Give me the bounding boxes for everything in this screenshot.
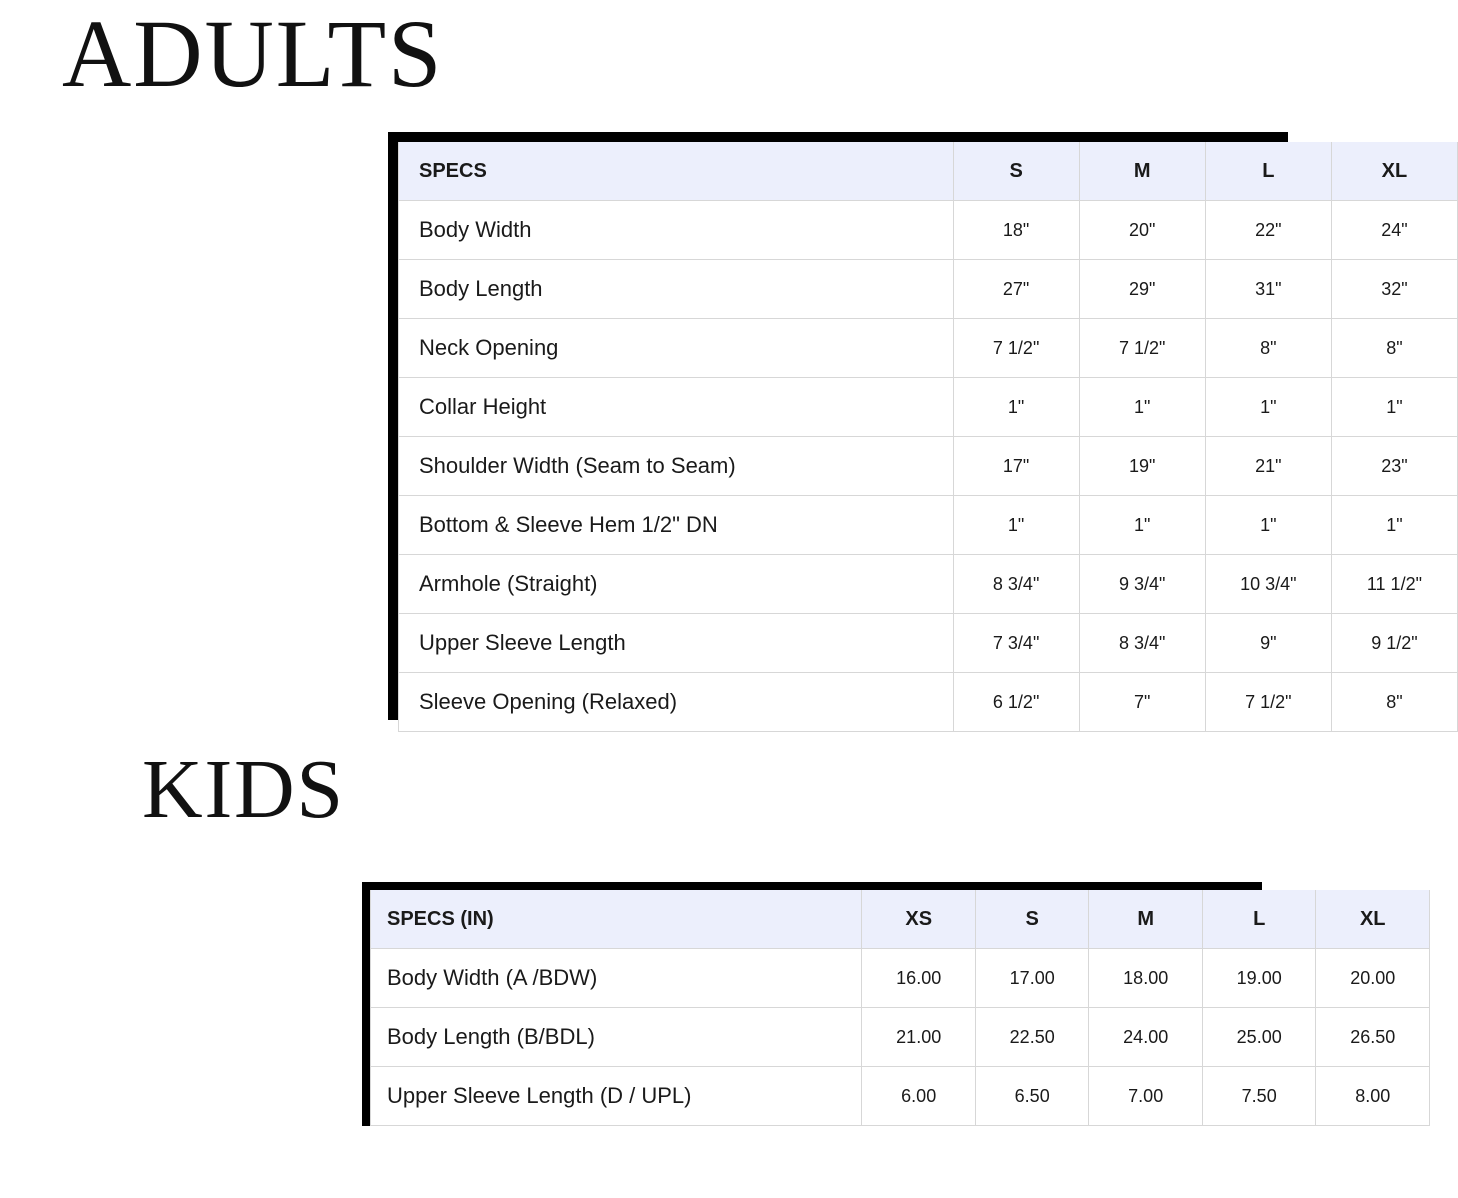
- spec-value: 1": [1079, 496, 1205, 555]
- spec-value: 29": [1079, 260, 1205, 319]
- column-header-size-m: M: [1079, 142, 1205, 201]
- table-row: [371, 949, 1430, 1008]
- kids-section-heading: KIDS: [142, 743, 345, 836]
- spec-label: Armhole (Straight): [399, 555, 954, 614]
- spec-value: 32": [1331, 260, 1457, 319]
- spec-value: 7 1/2": [1205, 673, 1331, 732]
- spec-value: 18": [953, 201, 1079, 260]
- spec-value: 1": [1331, 496, 1457, 555]
- spec-value: 23": [1331, 437, 1457, 496]
- spec-value: 7 3/4": [953, 614, 1079, 673]
- spec-value: 31": [1205, 260, 1331, 319]
- spec-value: 9": [1205, 614, 1331, 673]
- spec-value: 8": [1331, 673, 1457, 732]
- kids-size-chart-frame: [362, 882, 1396, 1126]
- column-header-size-xl: XL: [1331, 142, 1457, 201]
- column-header-size-m: M: [1089, 890, 1203, 949]
- table-row: [371, 1067, 1430, 1126]
- table-row: [399, 437, 1458, 496]
- adults-section-heading: ADULTS: [62, 0, 444, 107]
- kids-size-chart-table: [370, 890, 1430, 1126]
- spec-value: 6 1/2": [953, 673, 1079, 732]
- spec-value: 24.00: [1089, 1008, 1203, 1067]
- adults-size-chart-table: [398, 142, 1458, 732]
- spec-label: Body Width: [399, 201, 954, 260]
- column-header-size-s: S: [953, 142, 1079, 201]
- spec-label: Collar Height: [399, 378, 954, 437]
- spec-label: Upper Sleeve Length (D / UPL): [371, 1067, 862, 1126]
- spec-value: 25.00: [1202, 1008, 1316, 1067]
- spec-value: 1": [1205, 378, 1331, 437]
- spec-value: 20.00: [1316, 949, 1430, 1008]
- spec-value: 18.00: [1089, 949, 1203, 1008]
- table-row: [399, 496, 1458, 555]
- table-row: [399, 201, 1458, 260]
- spec-value: 7.00: [1089, 1067, 1203, 1126]
- spec-label: Shoulder Width (Seam to Seam): [399, 437, 954, 496]
- table-row: [399, 378, 1458, 437]
- spec-label: Body Length (B/BDL): [371, 1008, 862, 1067]
- spec-value: 7": [1079, 673, 1205, 732]
- spec-value: 19": [1079, 437, 1205, 496]
- spec-value: 9 1/2": [1331, 614, 1457, 673]
- table-row: [399, 614, 1458, 673]
- column-header-size-l: L: [1205, 142, 1331, 201]
- spec-value: 8": [1205, 319, 1331, 378]
- spec-value: 1": [1205, 496, 1331, 555]
- spec-value: 10 3/4": [1205, 555, 1331, 614]
- spec-value: 7 1/2": [1079, 319, 1205, 378]
- spec-value: 24": [1331, 201, 1457, 260]
- column-header-size-s: S: [975, 890, 1089, 949]
- table-header-row: [371, 890, 1430, 949]
- column-header-size-xs: XS: [862, 890, 976, 949]
- spec-value: 22": [1205, 201, 1331, 260]
- spec-value: 1": [1079, 378, 1205, 437]
- spec-value: 6.50: [975, 1067, 1089, 1126]
- spec-value: 1": [953, 378, 1079, 437]
- spec-value: 17": [953, 437, 1079, 496]
- spec-value: 8 3/4": [1079, 614, 1205, 673]
- spec-value: 17.00: [975, 949, 1089, 1008]
- spec-label: Neck Opening: [399, 319, 954, 378]
- spec-value: 20": [1079, 201, 1205, 260]
- spec-value: 21.00: [862, 1008, 976, 1067]
- column-header-specs: SPECS: [399, 142, 954, 201]
- spec-value: 16.00: [862, 949, 976, 1008]
- spec-label: Body Width (A /BDW): [371, 949, 862, 1008]
- spec-value: 27": [953, 260, 1079, 319]
- table-header-row: [399, 142, 1458, 201]
- spec-label: Upper Sleeve Length: [399, 614, 954, 673]
- spec-value: 9 3/4": [1079, 555, 1205, 614]
- spec-value: 6.00: [862, 1067, 976, 1126]
- spec-value: 26.50: [1316, 1008, 1430, 1067]
- column-header-size-xl: XL: [1316, 890, 1430, 949]
- table-row: [399, 260, 1458, 319]
- spec-label: Sleeve Opening (Relaxed): [399, 673, 954, 732]
- table-row: [399, 319, 1458, 378]
- spec-label: Bottom & Sleeve Hem 1/2" DN: [399, 496, 954, 555]
- spec-value: 1": [953, 496, 1079, 555]
- spec-label: Body Length: [399, 260, 954, 319]
- column-header-size-l: L: [1202, 890, 1316, 949]
- spec-value: 19.00: [1202, 949, 1316, 1008]
- table-row: [371, 1008, 1430, 1067]
- spec-value: 8": [1331, 319, 1457, 378]
- table-row: [399, 555, 1458, 614]
- spec-value: 8.00: [1316, 1067, 1430, 1126]
- spec-value: 22.50: [975, 1008, 1089, 1067]
- spec-value: 7.50: [1202, 1067, 1316, 1126]
- column-header-specs-in: SPECS (IN): [371, 890, 862, 949]
- spec-value: 21": [1205, 437, 1331, 496]
- spec-value: 7 1/2": [953, 319, 1079, 378]
- spec-value: 1": [1331, 378, 1457, 437]
- spec-value: 11 1/2": [1331, 555, 1457, 614]
- table-row: [399, 673, 1458, 732]
- spec-value: 8 3/4": [953, 555, 1079, 614]
- adults-size-chart-frame: [388, 132, 1422, 720]
